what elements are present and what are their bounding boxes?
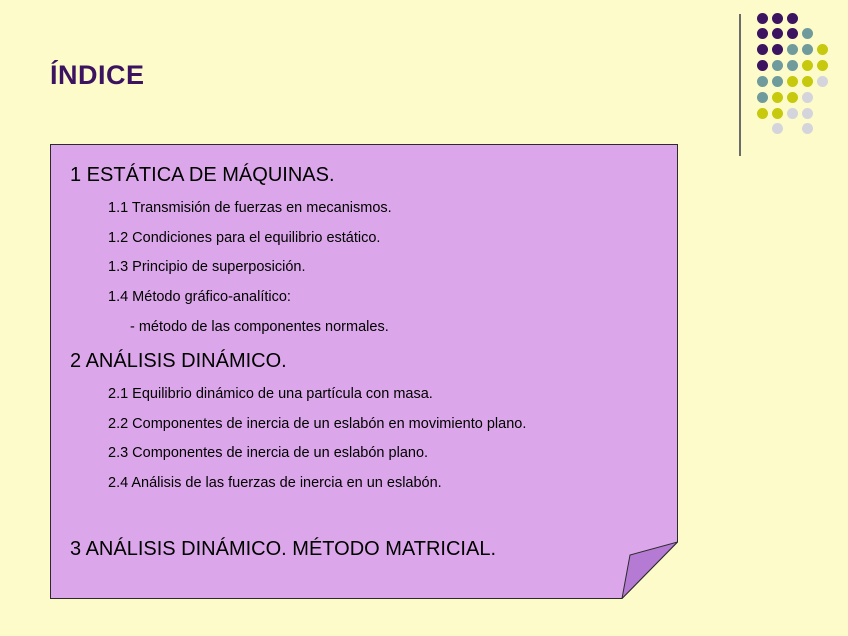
section-1-item: 1.1 Transmisión de fuerzas en mecanismos. xyxy=(108,200,392,216)
decorative-dot xyxy=(757,13,768,24)
decorative-dot xyxy=(757,44,768,55)
section-2-heading: 2 ANÁLISIS DINÁMICO. xyxy=(70,350,287,372)
decorative-dot xyxy=(787,44,798,55)
decorative-dot xyxy=(802,44,813,55)
section-1-item: 1.4 Método gráfico-analítico: xyxy=(108,289,291,305)
decorative-dot xyxy=(757,108,768,119)
decorative-dot xyxy=(802,28,813,39)
decorative-dot-grid xyxy=(752,10,842,140)
decorative-dot xyxy=(772,123,783,134)
section-1-heading: 1 ESTÁTICA DE MÁQUINAS. xyxy=(70,164,335,186)
decorative-dot xyxy=(772,92,783,103)
decorative-dot xyxy=(787,76,798,87)
slide-title: ÍNDICE xyxy=(50,60,145,90)
decorative-dot xyxy=(757,76,768,87)
decorative-dot xyxy=(802,108,813,119)
decorative-dot xyxy=(787,13,798,24)
decorative-dot xyxy=(772,28,783,39)
section-1-subitem: - método de las componentes normales. xyxy=(130,319,389,335)
decorative-dot xyxy=(772,44,783,55)
section-2-item: 2.4 Análisis de las fuerzas de inercia en un eslabón. xyxy=(108,475,442,491)
decorative-dot xyxy=(757,28,768,39)
decorative-dot xyxy=(787,60,798,71)
decorative-dot xyxy=(787,92,798,103)
decorative-divider-line xyxy=(739,14,741,156)
decorative-dot xyxy=(772,108,783,119)
decorative-dot xyxy=(772,60,783,71)
section-1-item: 1.2 Condiciones para el equilibrio estático. xyxy=(108,230,381,246)
decorative-dot xyxy=(802,123,813,134)
decorative-dot xyxy=(802,92,813,103)
index-note-card xyxy=(50,144,678,599)
decorative-dot xyxy=(787,28,798,39)
decorative-dot xyxy=(787,108,798,119)
decorative-dot xyxy=(802,60,813,71)
section-2-item: 2.3 Componentes de inercia de un eslabón plano. xyxy=(108,445,429,461)
decorative-dot xyxy=(817,76,828,87)
decorative-dot xyxy=(757,60,768,71)
decorative-dot xyxy=(772,76,783,87)
section-1-item: 1.3 Principio de superposición. xyxy=(108,259,306,275)
index-content xyxy=(50,144,678,599)
decorative-dot xyxy=(817,60,828,71)
section-2-item: 2.1 Equilibrio dinámico de una partícula con masa. xyxy=(108,386,433,402)
section-2-item: 2.2 Componentes de inercia de un eslabón en movimiento plano. xyxy=(108,416,527,432)
section-3-heading: 3 ANÁLISIS DINÁMICO. MÉTODO MATRICIAL. xyxy=(70,538,497,560)
decorative-dot xyxy=(802,76,813,87)
decorative-dot xyxy=(817,44,828,55)
decorative-dot xyxy=(772,13,783,24)
decorative-dot xyxy=(757,92,768,103)
